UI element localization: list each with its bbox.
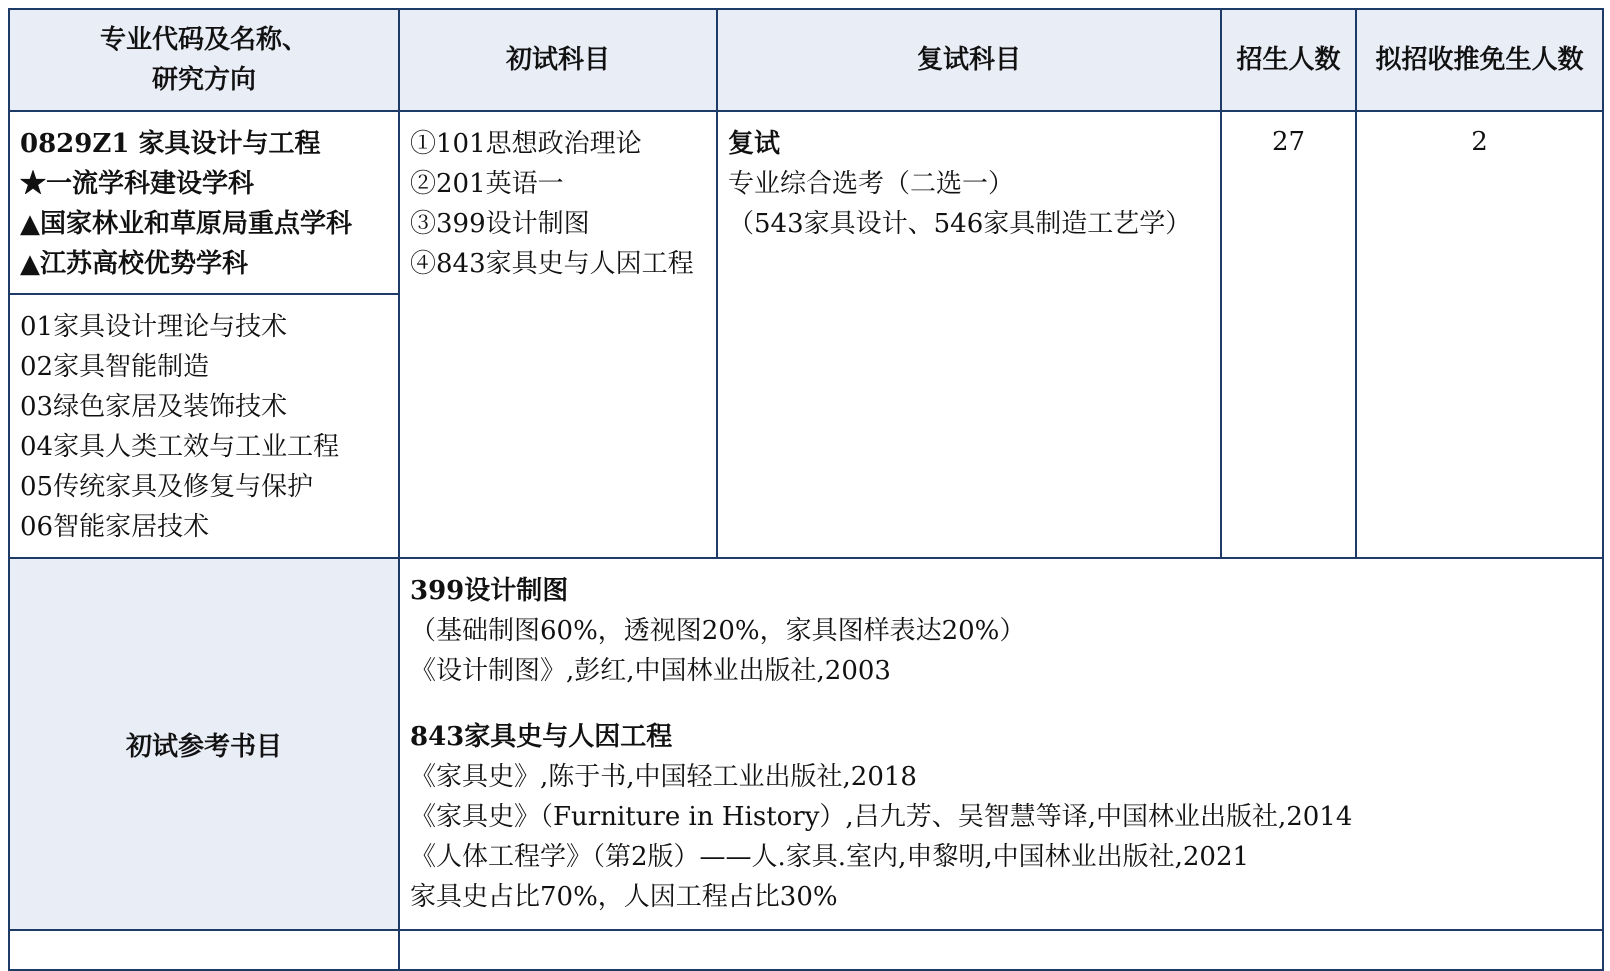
reference-line: 家具史占比70%，人因工程占比30% [410, 882, 838, 912]
header-major [9, 9, 399, 111]
enrollment-count: 27 [1221, 111, 1356, 558]
major-tag: ▲国家林业和草原局重点学科 [20, 209, 352, 239]
exam-subject: ③399设计制图 [410, 209, 590, 239]
exam-subject: ①101思想政治理论 [410, 129, 642, 159]
major-code: 0829Z1 [20, 129, 130, 159]
major-tag: ★一流学科建设学科 [20, 169, 255, 199]
reference-line: （基础制图60%，透视图20%，家具图样表达20%） [410, 616, 1026, 646]
section-spacer [410, 691, 1602, 717]
references-label: 初试参考书目 [9, 558, 399, 930]
header-row [9, 9, 1603, 111]
major-row-top [9, 111, 1603, 294]
reference-line: 《家具史》,陈于书,中国轻工业出版社,2018 [410, 762, 917, 792]
major-name: 家具设计与工程 [129, 129, 321, 159]
direction-item: 01家具设计理论与技术 [20, 312, 288, 342]
retest-subjects [717, 111, 1221, 558]
references-row [9, 558, 1603, 930]
header-retest-subjects: 复试科目 [717, 9, 1221, 111]
retest-line: 专业综合选考（二选一） [728, 169, 1015, 199]
references-content [399, 558, 1603, 930]
direction-item: 03绿色家居及装饰技术 [20, 392, 288, 422]
major-tag: ▲江苏高校优势学科 [20, 249, 248, 279]
header-exam-subjects: 初试科目 [399, 9, 717, 111]
header-major-line2: 研究方向 [151, 65, 256, 95]
next-row-partial [9, 930, 1603, 970]
empty-cell [399, 930, 1603, 970]
retest-title: 复试 [728, 129, 781, 159]
reference-line: 《家具史》（Furniture in History）,吕九芳、吴智慧等译,中国林业出版社,2014 [410, 802, 1353, 832]
reference-section-title: 843家具史与人因工程 [410, 722, 673, 752]
direction-item: 05传统家具及修复与保护 [20, 472, 314, 502]
admissions-table [8, 8, 1604, 971]
direction-item: 02家具智能制造 [20, 352, 210, 382]
research-directions [9, 294, 399, 558]
exempt-count: 2 [1356, 111, 1603, 558]
exam-subject: ②201英语一 [410, 169, 564, 199]
header-enrollment: 招生人数 [1221, 9, 1356, 111]
reference-section-title: 399设计制图 [410, 576, 569, 606]
header-exempt: 拟招收推免生人数 [1356, 9, 1603, 111]
direction-item: 04家具人类工效与工业工程 [20, 432, 340, 462]
header-major-line1: 专业代码及名称、 [99, 25, 308, 55]
empty-cell [9, 930, 399, 970]
major-info [9, 111, 399, 294]
reference-line: 《设计制图》,彭红,中国林业出版社,2003 [410, 656, 891, 686]
exam-subject: ④843家具史与人因工程 [410, 249, 694, 279]
exam-subjects [399, 111, 717, 558]
major-title [20, 124, 398, 164]
retest-line: （543家具设计、546家具制造工艺学） [728, 209, 1192, 239]
direction-item: 06智能家居技术 [20, 512, 210, 542]
reference-line: 《人体工程学》（第2版）——人.家具.室内,申黎明,中国林业出版社,2021 [410, 842, 1250, 872]
